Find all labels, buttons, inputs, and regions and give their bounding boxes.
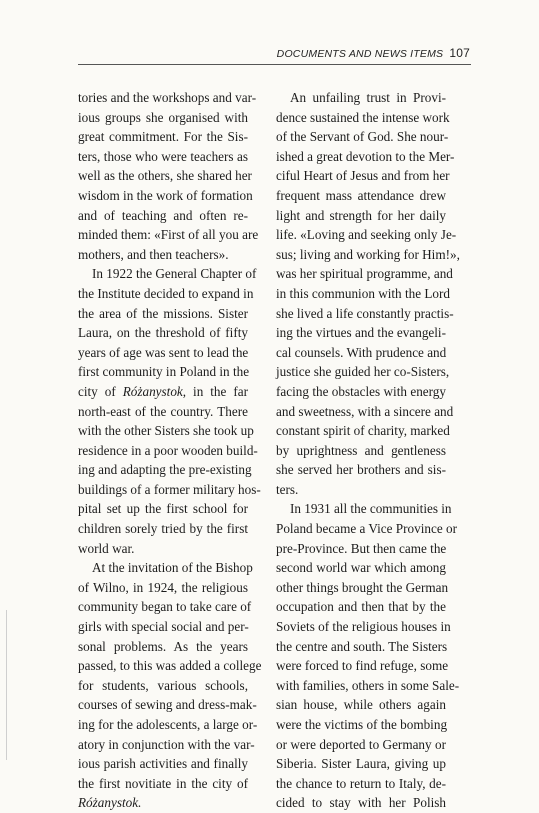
left-column [78, 88, 262, 813]
text-line: ters, those who were teachers as [78, 148, 248, 164]
text-line: sonal problems. As the years [78, 638, 248, 654]
text-line: Soviets of the religious houses in [276, 619, 451, 635]
text-line: was her spiritual programme, and [276, 266, 453, 282]
text-line: ious parish activities and finally [78, 756, 248, 772]
text-line: girls with special social and per- [78, 619, 249, 635]
text-line: and sweetness, with a sincere and [276, 403, 454, 419]
place-name: Różanystok [122, 383, 183, 399]
text-line: justice she guided her co-Sisters, [276, 364, 450, 380]
text-line: Siberia. Sister Laura, giving up [276, 756, 446, 772]
running-header [277, 46, 470, 60]
right-column [276, 88, 460, 813]
text-line: dence sustained the intense work [276, 109, 450, 125]
text-line: the first novitiate in the city of [78, 775, 248, 791]
text-line: with families, others in some Sale- [276, 677, 460, 693]
text-line: or were deported to Germany or [276, 736, 446, 752]
text-line: Poland became a Vice Province or [276, 521, 457, 537]
running-title: DOCUMENTS AND NEWS ITEMS [276, 48, 444, 60]
text-line: were forced to find refuge, some [276, 658, 449, 674]
text-line: the chance to return to Italy, de- [276, 775, 446, 791]
text-line: pre-Province. But then came the [276, 540, 447, 556]
text-line: of Wilno, in 1924, the religious [78, 579, 248, 595]
text-line: with the other Sisters she took up [78, 423, 254, 439]
text-line: community began to take care of [78, 599, 252, 615]
page-number: 107 [449, 46, 470, 60]
text-line: in this communion with the Lord [276, 285, 450, 301]
text-line: ters. [276, 481, 299, 497]
text-line: constant spirit of charity, marked [276, 423, 450, 439]
text-line: cal counsels. With prudence and [276, 344, 447, 360]
text-line: residence in a poor wooden build- [78, 442, 258, 458]
text-line: sian house, while others again [276, 697, 446, 713]
text-line: she served her brothers and sis- [276, 462, 446, 478]
text-line: sus; living and working for Him!», [276, 246, 460, 262]
text-line: the area of the missions. Sister [78, 305, 248, 321]
text-line: At the invitation of the Bishop [92, 560, 253, 576]
text-line: Różanystok. [78, 795, 142, 811]
text-line: and of teaching and often re- [78, 207, 248, 223]
text-line: mothers, and then teachers». [78, 246, 229, 262]
text-line: the centre and south. The Sisters [276, 638, 448, 654]
text-line: the Institute decided to expand in [78, 285, 254, 301]
text-line: city of Różanystok, in the far [78, 383, 248, 399]
text-line: by uprightness and gentleness [276, 442, 446, 458]
text-line: frequent mass attendance drew [276, 187, 446, 203]
text-line: buildings of a former military hos- [78, 481, 261, 497]
text-line: occupation and then that by the [276, 599, 446, 615]
text-line: north-east of the country. There [78, 403, 248, 419]
text-line: light and strength for her daily [276, 207, 446, 223]
text-line: great commitment. For the Sis- [78, 129, 248, 145]
header-rule [78, 64, 471, 65]
page-edge-mark [6, 610, 7, 760]
text-line: ing for the adolescents, a large or- [78, 717, 258, 732]
text-line: minded them: «First of all you are [78, 227, 259, 243]
text-line: first community in Poland in the [78, 364, 250, 380]
text-line: ished a great devotion to the Mer- [276, 148, 455, 164]
text-line: years of age was sent to lead the [78, 344, 249, 360]
text-line: were the victims of the bombing [276, 717, 448, 732]
text-line: atory in conjunction with the var- [78, 736, 255, 752]
text-line: of the Servant of God. She nour- [276, 129, 449, 145]
text-line: An unfailing trust in Provi- [290, 90, 446, 105]
text-line: In 1922 the General Chapter of [92, 266, 257, 282]
text-line: passed, to this was added a college [78, 658, 262, 674]
text-line: facing the obstacles with energy [276, 383, 446, 399]
text-line: other things brought the German [276, 579, 449, 595]
text-line: children sorely tried by the first [78, 521, 248, 537]
text-line: she lived a life constantly practis- [276, 305, 454, 321]
text-line: ciful Heart of Jesus and from her [276, 168, 450, 184]
text-line: ious groups she organised with [78, 109, 248, 125]
text-line: well as the others, she shared her [78, 168, 252, 184]
text-line: In 1931 all the communities in [290, 501, 452, 517]
text-line: Laura, on the threshold of fifty [78, 325, 248, 341]
text-line: ing the virtues and the evangeli- [276, 325, 446, 341]
text-line: tories and the workshops and var- [78, 90, 257, 105]
text-line: second world war which among [276, 560, 446, 576]
text-line: for students, various schools, [78, 677, 248, 693]
text-line: life. «Loving and seeking only Je- [276, 227, 457, 243]
text-line: wisdom in the work of formation [78, 187, 253, 203]
text-line: world war. [78, 540, 135, 556]
text-line: courses of sewing and dress-mak- [78, 697, 257, 713]
text-line: pital set up the first school for [78, 501, 248, 517]
text-line: ing and adapting the pre-existing [78, 462, 252, 478]
text-line: cided to stay with her Polish [276, 795, 446, 811]
